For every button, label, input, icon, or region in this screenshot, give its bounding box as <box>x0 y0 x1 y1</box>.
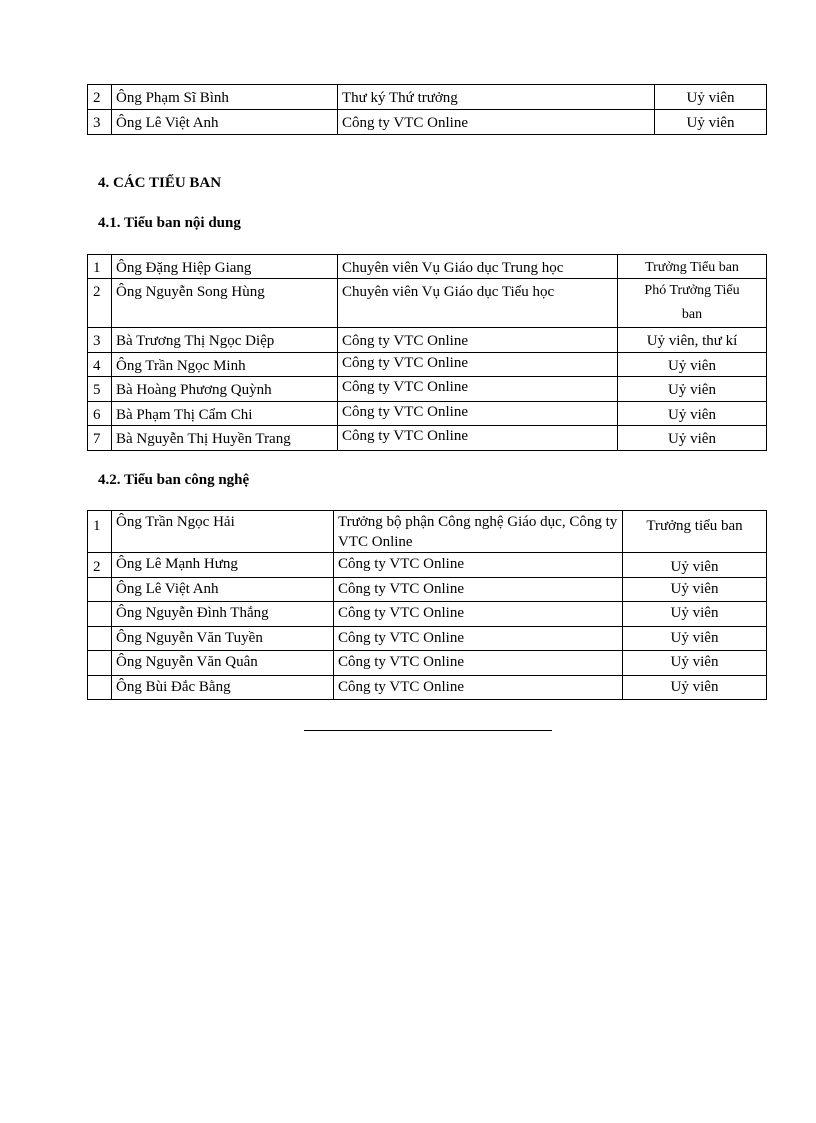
table-row <box>88 255 767 279</box>
table-row <box>88 328 767 353</box>
member-unit: Công ty VTC Online <box>338 110 655 135</box>
member-role: Uỷ viên <box>623 627 767 651</box>
member-name: Ông Bùi Đắc Bằng <box>112 676 334 700</box>
table-row <box>88 553 767 578</box>
row-number <box>88 651 112 676</box>
member-unit: Chuyên viên Vụ Giáo dục Trung học <box>338 255 618 279</box>
member-role: Uỷ viên <box>623 602 767 627</box>
table-row <box>88 651 767 676</box>
member-role: Uỷ viên <box>623 676 767 700</box>
member-name: Ông Trần Ngọc Minh <box>112 353 338 377</box>
member-unit: Công ty VTC Online <box>338 426 618 451</box>
member-role: Trưởng tiểu ban <box>623 511 767 553</box>
member-role: Uỷ viên <box>623 578 767 602</box>
table-row <box>88 110 767 135</box>
member-name: Ông Phạm Sĩ Bình <box>112 85 338 110</box>
member-unit: Công ty VTC Online <box>334 578 623 602</box>
member-unit: Công ty VTC Online <box>334 651 623 676</box>
content-subcommittee-table <box>87 254 767 451</box>
member-role: Phó Trưởng Tiểu ban <box>618 279 767 328</box>
member-name: Ông Lê Việt Anh <box>112 110 338 135</box>
member-name: Ông Nguyễn Văn Tuyền <box>112 627 334 651</box>
row-number: 3 <box>88 110 112 135</box>
row-number: 2 <box>88 553 112 578</box>
table-row <box>88 377 767 402</box>
member-role: Uỷ viên <box>655 110 767 135</box>
member-name: Bà Trương Thị Ngọc Diệp <box>112 328 338 353</box>
table-row <box>88 602 767 627</box>
row-number <box>88 627 112 651</box>
member-unit: Chuyên viên Vụ Giáo dục Tiểu học <box>338 279 618 328</box>
table-row <box>88 676 767 700</box>
table-row <box>88 627 767 651</box>
row-number: 2 <box>88 279 112 328</box>
member-role: Uỷ viên <box>623 553 767 578</box>
subsection-heading: 4.2. Tiểu ban công nghệ <box>98 472 250 488</box>
row-number <box>88 578 112 602</box>
row-number: 3 <box>88 328 112 353</box>
row-number: 5 <box>88 377 112 402</box>
row-number <box>88 676 112 700</box>
member-role: Trưởng Tiểu ban <box>618 255 767 279</box>
member-name: Ông Nguyễn Đình Thắng <box>112 602 334 627</box>
table-row <box>88 85 767 110</box>
table-row <box>88 353 767 377</box>
row-number: 4 <box>88 353 112 377</box>
member-unit: Trưởng bộ phận Công nghệ Giáo dục, Công ty VTC Online <box>334 511 623 553</box>
technology-subcommittee-table <box>87 510 767 700</box>
member-name: Ông Lê Mạnh Hưng <box>112 553 334 578</box>
member-name: Bà Nguyễn Thị Huyền Trang <box>112 426 338 451</box>
member-unit: Công ty VTC Online <box>338 328 618 353</box>
row-number: 7 <box>88 426 112 451</box>
table-row <box>88 578 767 602</box>
member-name: Ông Lê Việt Anh <box>112 578 334 602</box>
member-unit: Thư ký Thứ trưởng <box>338 85 655 110</box>
row-number <box>88 602 112 627</box>
member-unit: Công ty VTC Online <box>334 602 623 627</box>
table-row <box>88 426 767 451</box>
member-role: Uỷ viên, thư kí <box>618 328 767 353</box>
member-role: Uỷ viên <box>618 426 767 451</box>
member-role: Uỷ viên <box>618 377 767 402</box>
table-row <box>88 511 767 553</box>
member-role: Uỷ viên <box>655 85 767 110</box>
member-unit: Công ty VTC Online <box>338 353 618 377</box>
member-name: Bà Phạm Thị Cẩm Chi <box>112 402 338 426</box>
member-unit: Công ty VTC Online <box>334 627 623 651</box>
member-role: Uỷ viên <box>618 402 767 426</box>
member-unit: Công ty VTC Online <box>334 676 623 700</box>
row-number: 1 <box>88 511 112 553</box>
member-role: Uỷ viên <box>623 651 767 676</box>
table-row <box>88 279 767 328</box>
table-row <box>88 402 767 426</box>
member-name: Ông Nguyễn Văn Quân <box>112 651 334 676</box>
subsection-heading: 4.1. Tiểu ban nội dung <box>98 215 241 231</box>
member-unit: Công ty VTC Online <box>338 377 618 402</box>
members-table-continued <box>87 84 767 135</box>
member-unit: Công ty VTC Online <box>338 402 618 426</box>
member-role: Uỷ viên <box>618 353 767 377</box>
section-heading: 4. CÁC TIỂU BAN <box>98 175 222 191</box>
row-number: 1 <box>88 255 112 279</box>
member-unit: Công ty VTC Online <box>334 553 623 578</box>
member-name: Ông Trần Ngọc Hải <box>112 511 334 553</box>
row-number: 2 <box>88 85 112 110</box>
member-name: Ông Đặng Hiệp Giang <box>112 255 338 279</box>
member-name: Bà Hoàng Phương Quỳnh <box>112 377 338 402</box>
row-number: 6 <box>88 402 112 426</box>
member-name: Ông Nguyễn Song Hùng <box>112 279 338 328</box>
end-divider <box>304 730 552 731</box>
